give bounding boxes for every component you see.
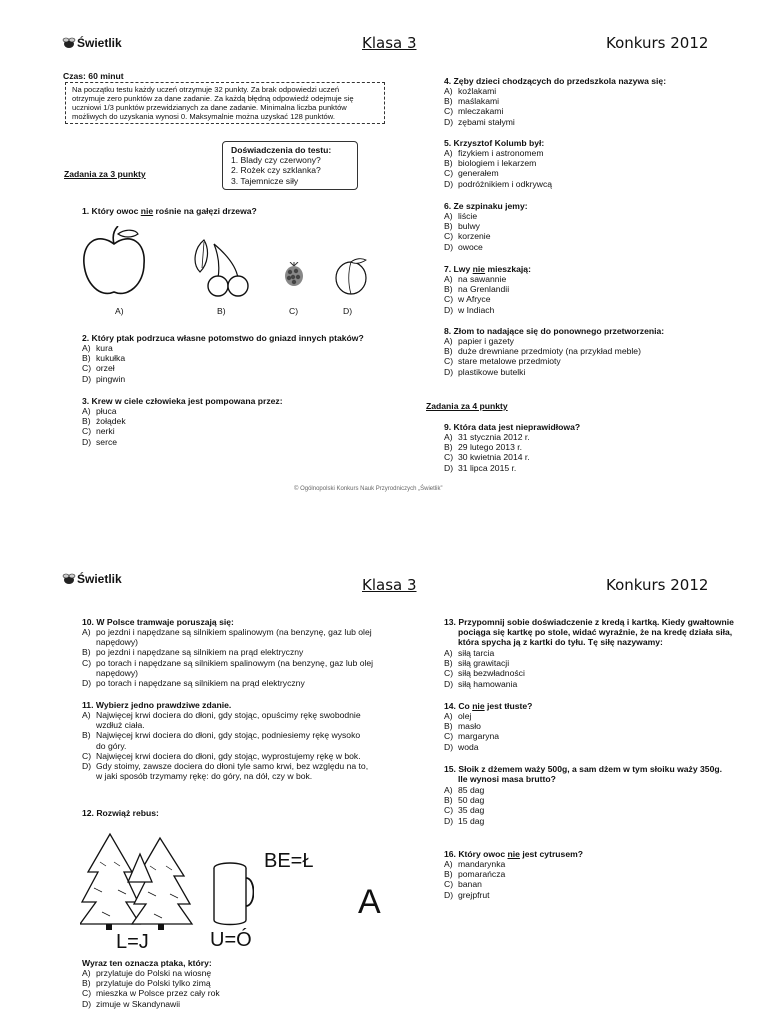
apple-image [78, 226, 150, 302]
question-12: 12. Rozwiąż rebus: [82, 808, 159, 818]
answer[interactable]: B) biologiem i lekarzem [444, 158, 537, 169]
header-klasa: Klasa 3 [362, 34, 417, 52]
answer[interactable]: C) 30 kwietnia 2014 r. [444, 452, 530, 463]
raspberry-image [282, 262, 306, 288]
answer[interactable]: D) zimuje w Skandynawii [82, 998, 181, 1009]
question-14: 14. Co nie jest tłuste? [444, 701, 533, 711]
question-13: 13. Przypomnij sobie doświadczenie z kredą i kartką. Kiedy gwałtownie pociąga się kartkę po stole, widać wyraźnie, że na kredę działa siła, która spycha ją z kartki do tyłu. Tę siłę nazywamy: [444, 617, 734, 648]
rules-line: Na początku testu każdy uczeń otrzymuje 32 punkty. Za brak odpowiedzi uczeń [72, 85, 340, 94]
brand-name: Świetlik [77, 572, 122, 586]
answer[interactable]: A) przylatuje do Polski na wiosnę [82, 968, 212, 978]
experiments-box [222, 141, 358, 190]
answer[interactable]: C) mleczakami [444, 106, 504, 117]
rules-line: możliwych do uzyskania wynosi 0. Maksymalnie można uzyskać 128 punktów. [72, 112, 335, 121]
question-6: 6. Ze szpinaku jemy: [444, 201, 528, 211]
rules-line: uczniowi 1/3 punktów przewidzianych za dane zadanie. Minimalna liczba punktów [72, 103, 347, 112]
answer[interactable]: A) siłą tarcia [444, 648, 495, 658]
question-5: 5. Krzysztof Kolumb był: [444, 138, 545, 148]
question-1: 1. Który owoc nie rośnie na gałęzi drzewa? [82, 206, 257, 216]
answer-cont: wzdłuż ciała. [96, 720, 145, 731]
answer[interactable]: D) grejpfrut [444, 889, 490, 900]
answer[interactable]: B) duże drewniane przedmioty (na przykład meble) [444, 346, 641, 357]
experiments-title: Doświadczenia do testu: [231, 145, 332, 155]
answer[interactable]: C) siłą bezwładności [444, 668, 525, 679]
answer-cont: napędowy) [96, 637, 139, 648]
answer[interactable]: B) masło [444, 721, 481, 732]
cherries-image [190, 238, 256, 298]
answer[interactable]: D) plastikowe butelki [444, 366, 526, 377]
question-3: 3. Krew w ciele człowieka jest pompowana przez: [82, 396, 283, 406]
answer[interactable]: B) kukułka [82, 353, 126, 364]
answer[interactable]: D) siłą hamowania [444, 678, 518, 689]
q5-answers [444, 148, 552, 189]
q4-answers [444, 86, 515, 127]
q15-answers [444, 785, 484, 826]
q16-answers [444, 859, 505, 900]
answer[interactable]: A) kura [82, 343, 113, 353]
q1-label-d: D) [343, 306, 353, 316]
page-2 [0, 512, 768, 1024]
question-7: 7. Lwy nie mieszkają: [444, 264, 531, 274]
answer[interactable]: B) maślakami [444, 96, 500, 107]
answer[interactable]: A) Najwięcej krwi dociera do dłoni, gdy stojąc, opuścimy rękę swobodnie [82, 710, 361, 720]
answer[interactable]: C) orzeł [82, 363, 115, 374]
answer[interactable]: A) 85 dag [444, 785, 485, 795]
question-8: 8. Złom to nadające się do ponownego przetworzenia: [444, 326, 665, 336]
header-klasa: Klasa 3 [362, 576, 417, 594]
answer[interactable]: D) woda [444, 741, 479, 752]
answer[interactable]: C) w Afryce [444, 294, 491, 305]
question-15: 15. Słoik z dżemem waży 500g, a sam dżem w tym słoiku waży 350g. Ile wynosi masa brutto? [444, 764, 722, 785]
question-2: 2. Który ptak podrzuca własne potomstwo do gniazd innych ptaków? [82, 333, 364, 343]
answer[interactable]: A) 31 stycznia 2012 r. [444, 432, 530, 442]
answer-cont: napędowy) [96, 667, 139, 678]
answer[interactable]: D) 15 dag [444, 815, 485, 826]
trees-image [80, 832, 198, 932]
answer[interactable]: D) serce [82, 436, 118, 447]
apricot-image [332, 256, 370, 296]
answer[interactable]: A) mandarynka [444, 859, 506, 869]
answer[interactable]: C) generałem [444, 168, 499, 179]
answer[interactable]: A) po jezdni i napędzane są silnikiem spalinowym (na benzynę, gaz lub olej [82, 627, 372, 637]
q6-answers [444, 211, 490, 252]
rules-box [65, 82, 385, 124]
header-konkurs: Konkurs 2012 [606, 576, 709, 594]
question-16: 16. Który owoc nie jest cytrusem? [444, 849, 583, 859]
answer-cont: do góry. [96, 740, 127, 751]
header-konkurs: Konkurs 2012 [606, 34, 709, 52]
answer[interactable]: A) płuca [82, 406, 117, 416]
q8-answers [444, 336, 641, 377]
q1-label-b: B) [217, 306, 226, 316]
brand-logo [62, 572, 122, 586]
answer[interactable]: C) 35 dag [444, 805, 485, 816]
brand-logo [62, 36, 122, 50]
answer[interactable]: B) na Grenlandii [444, 284, 510, 295]
question-11: 11. Wybierz jedno prawdziwe zdanie. [82, 700, 232, 710]
copyright: © Ogólnopolski Konkurs Nauk Przyrodniczych „Świetlik” [294, 486, 443, 492]
answer[interactable]: C) po torach i napędzane są silnikiem spalinowym (na benzynę, gaz lub olej [82, 657, 374, 668]
answer[interactable]: B) 50 dag [444, 795, 485, 806]
answer[interactable]: B) Najwięcej krwi dociera do dłoni, gdy stojąc, podniesiemy rękę wysoko [82, 730, 361, 741]
time-limit: Czas: 60 minut [63, 71, 124, 81]
answer[interactable]: A) koźlakami [444, 86, 497, 96]
q9-answers [444, 432, 530, 473]
q10-answers [82, 627, 373, 688]
mug-image [212, 862, 254, 928]
answer[interactable]: C) banan [444, 879, 482, 890]
brand-name: Świetlik [77, 36, 122, 50]
answer[interactable]: B) żołądek [82, 416, 126, 427]
answer[interactable]: C) mieszka w Polsce przez cały rok [82, 988, 220, 999]
answer[interactable]: B) 29 lutego 2013 r. [444, 442, 523, 453]
answer[interactable]: D) zębami stałymi [444, 116, 515, 127]
experiment-item: 3. Tajemnicze siły [231, 175, 299, 186]
answer[interactable]: D) 31 lipca 2015 r. [444, 462, 517, 473]
answer[interactable]: C) Najwięcej krwi dociera do dłoni, gdy stojąc, wyprostujemy rękę w bok. [82, 750, 361, 761]
answer[interactable]: B) siłą grawitacji [444, 658, 510, 669]
q2-answers [82, 343, 125, 384]
q12-subquestion: Wyraz ten oznacza ptaka, który: [82, 958, 212, 968]
answer[interactable]: D) owoce [444, 241, 483, 252]
answer[interactable]: D) pingwin [82, 373, 126, 384]
answer[interactable]: D) podróżnikiem i odkrywcą [444, 178, 553, 189]
answer[interactable]: A) olej [444, 711, 472, 721]
q1-label-a: A) [115, 306, 124, 316]
q13-answers [444, 648, 525, 689]
question-10: 10. W Polsce tramwaje poruszają się: [82, 617, 234, 627]
answer[interactable]: A) liście [444, 211, 478, 221]
answer[interactable]: D) w Indiach [444, 304, 495, 315]
answer[interactable]: B) bulwy [444, 221, 480, 232]
section-4-points: Zadania za 4 punkty [426, 401, 508, 411]
rules-line: otrzymuje zero punktów za dane zadanie. Za każdą błędną odpowiedź odejmuje się [72, 94, 354, 103]
answer-cont: w jaki sposób trzymamy rękę: do góry, na dół, czy w bok. [96, 771, 313, 782]
answer[interactable]: A) fizykiem i astronomem [444, 148, 544, 158]
answer[interactable]: C) korzenie [444, 231, 491, 242]
q12-answers [82, 968, 220, 1009]
answer[interactable]: A) na sawannie [444, 274, 507, 284]
answer[interactable]: B) pomarańcza [444, 869, 506, 880]
answer[interactable]: C) margaryna [444, 731, 500, 742]
q3-answers [82, 406, 126, 447]
q14-answers [444, 711, 499, 752]
answer[interactable]: B) po jezdni i napędzane są silnikiem na prąd elektryczny [82, 647, 304, 658]
answer[interactable]: D) Gdy stoimy, zawsze dociera do dłoni tyle samo krwi, bez względu na to, [82, 761, 369, 772]
q7-answers [444, 274, 509, 315]
answer[interactable]: D) po torach i napędzane są silnikiem na prąd elektryczny [82, 678, 305, 689]
answer[interactable]: B) przylatuje do Polski tylko zimą [82, 978, 211, 989]
experiment-item: 1. Blady czy czerwony? [231, 155, 321, 166]
answer[interactable]: C) nerki [82, 426, 115, 437]
question-9: 9. Która data jest nieprawidłowa? [444, 422, 581, 432]
answer[interactable]: C) stare metalowe przedmioty [444, 356, 561, 367]
rebus-uo: U=Ó [210, 929, 252, 951]
firefly-icon [62, 573, 76, 585]
q11-answers [82, 710, 368, 781]
firefly-icon [62, 37, 76, 49]
section-3-points: Zadania za 3 punkty [64, 169, 146, 179]
q1-label-c: C) [289, 306, 299, 316]
question-4: 4. Zęby dzieci chodzących do przedszkola nazywa się: [444, 76, 667, 86]
rebus-a: A [358, 883, 381, 921]
answer[interactable]: A) papier i gazety [444, 336, 514, 346]
rebus-be: BE=Ł [264, 850, 314, 872]
rebus-lj: L=J [116, 931, 149, 953]
experiment-item: 2. Rożek czy szklanka? [231, 165, 321, 176]
